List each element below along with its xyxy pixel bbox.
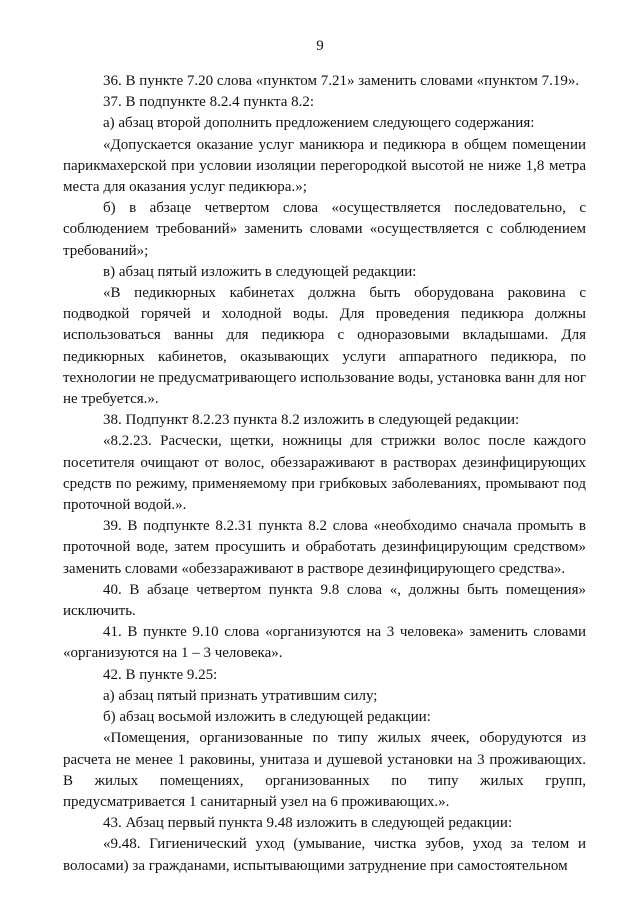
paragraph-item-39: 39. В подпункте 8.2.31 пункта 8.2 слова «необходимо сначала промыть в проточной воде, затем просушить и обработать дезинфицирующим средством» заменить словами «обеззараживают в растворе дезинфицирующего средства». — [63, 518, 586, 577]
paragraph-item-36: 36. В пункте 7.20 слова «пунктом 7.21» заменить словами «пунктом 7.19». — [103, 73, 580, 89]
document-body — [63, 71, 586, 877]
page-number: 9 — [316, 38, 324, 54]
paragraph-item-41: 41. В пункте 9.10 слова «организуются на 3 человека» заменить словами «организуются на 1 – 3 человека». — [63, 624, 586, 662]
paragraph-quote-living-cells: «Помещения, организованные по типу жилых ячеек, оборудуются из расчета не менее 1 раковины, унитаза и душевой установки на 3 проживающих. В жилых помещениях, организованных по типу жилых групп, предусматривается 1 санитарный узел на 6 проживающих.». — [63, 730, 586, 810]
paragraph-quote-manicure: «Допускается оказание услуг маникюра и педикюра в общем помещении парикмахерской при условии изоляции перегородкой высотой не ниже 1,8 метра места для оказания услуг педикюра.»; — [63, 136, 586, 196]
paragraph-item-42b: б) абзац восьмой изложить в следующей редакции: — [103, 709, 431, 726]
paragraph-item-37a: а) абзац второй дополнить предложением следующего содержания: — [103, 115, 535, 132]
paragraph-item-40: 40. В абзаце четвертом пункта 9.8 слова «, должны быть помещения» исключить. — [63, 581, 586, 620]
paragraph-item-37c: в) абзац пятый изложить в следующей редакции: — [103, 263, 417, 280]
paragraph-item-37: 37. В подпункте 8.2.4 пункта 8.2: — [103, 94, 315, 111]
paragraph-item-38: 38. Подпункт 8.2.23 пункта 8.2 изложить в следующей редакции: — [103, 412, 520, 429]
paragraph-item-43: 43. Абзац первый пункта 9.48 изложить в следующей редакции: — [103, 815, 513, 832]
paragraph-item-42: 42. В пункте 9.25: — [103, 666, 218, 683]
paragraph-quote-pedicure: «В педикюрных кабинетах должна быть оборудована раковина с подводкой горячей и холодной воды. Для проведения педикюра должны использоваться ванны для педикюра с одноразовыми вкладышами. Для педикюрных кабинетов, оказывающих услуги аппаратного педикюра, по технологии не предусматривающего использование воды, установка ванн для ног не требуется.». — [63, 285, 586, 408]
paragraph-quote-9-48: «9.48. Гигиенический уход (умывание, чистка зубов, уход за телом и волосами) за гражданами, испытывающими затруднение при самостоятельном — [63, 836, 586, 874]
paragraph-item-42a: а) абзац пятый признать утратившим силу; — [103, 687, 378, 704]
paragraph-item-37b: б) в абзаце четвертом слова «осуществляется последовательно, с соблюдением требований» заменить словами «осуществляется с соблюдением требований»; — [63, 200, 586, 259]
paragraph-quote-8-2-23: «8.2.23. Расчески, щетки, ножницы для стрижки волос после каждого посетителя очищают от волос, обеззараживают в растворах дезинфицирующих средств по режиму, применяемому при грибковых заболеваниях, промывают под проточной водой.». — [63, 433, 586, 514]
